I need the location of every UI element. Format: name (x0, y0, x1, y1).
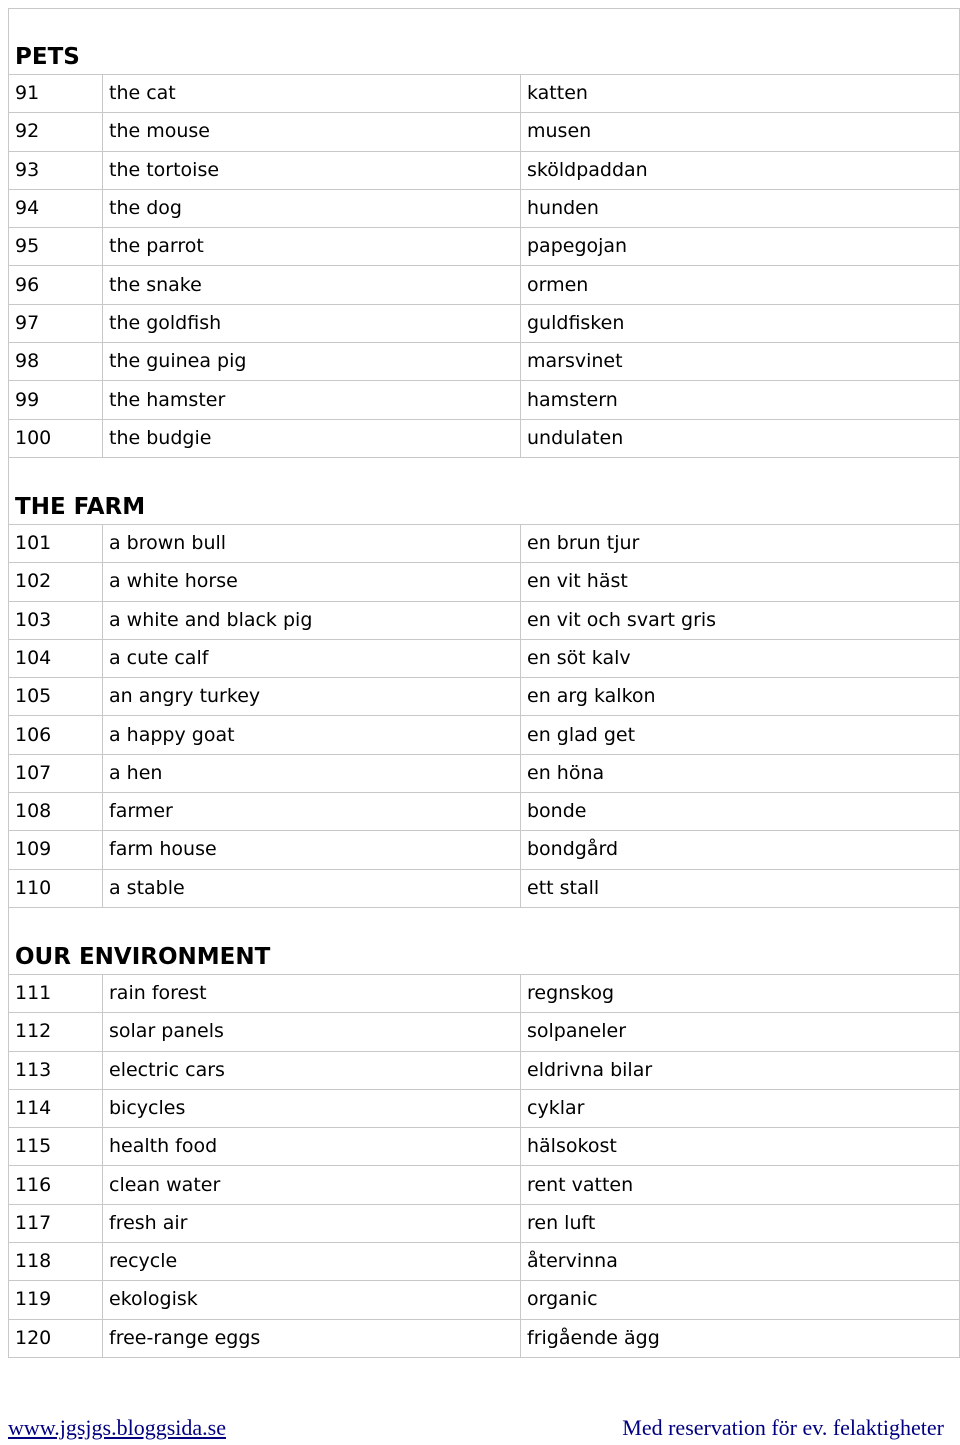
swedish-term: sköldpaddan (521, 151, 960, 189)
english-term: a white horse (103, 563, 521, 601)
swedish-term: en höna (521, 754, 960, 792)
english-term: the tortoise (103, 151, 521, 189)
item-number: 114 (9, 1089, 103, 1127)
table-row (9, 754, 960, 792)
english-term: the parrot (103, 228, 521, 266)
table-row (9, 113, 960, 151)
english-term: a hen (103, 754, 521, 792)
table-row (9, 419, 960, 457)
swedish-term: ormen (521, 266, 960, 304)
item-number: 101 (9, 524, 103, 562)
english-term: a happy goat (103, 716, 521, 754)
item-number: 97 (9, 304, 103, 342)
swedish-term: organic (521, 1281, 960, 1319)
english-term: the dog (103, 189, 521, 227)
item-number: 100 (9, 419, 103, 457)
english-term: bicycles (103, 1089, 521, 1127)
english-term: recycle (103, 1243, 521, 1281)
swedish-term: ren luft (521, 1204, 960, 1242)
swedish-term: en arg kalkon (521, 678, 960, 716)
english-term: fresh air (103, 1204, 521, 1242)
swedish-term: undulaten (521, 419, 960, 457)
swedish-term: återvinna (521, 1243, 960, 1281)
item-number: 109 (9, 831, 103, 869)
footer-link[interactable]: www.jgsjgs.bloggsida.se (8, 1415, 226, 1440)
swedish-term: hunden (521, 189, 960, 227)
item-number: 117 (9, 1204, 103, 1242)
item-number: 113 (9, 1051, 103, 1089)
table-row (9, 189, 960, 227)
section-title: THE FARM (9, 457, 960, 524)
swedish-term: cyklar (521, 1089, 960, 1127)
table-row (9, 639, 960, 677)
table-row (9, 75, 960, 113)
item-number: 102 (9, 563, 103, 601)
table-row (9, 831, 960, 869)
english-term: the goldfish (103, 304, 521, 342)
table-row (9, 304, 960, 342)
table-row (9, 228, 960, 266)
swedish-term: bonde (521, 793, 960, 831)
english-term: ekologisk (103, 1281, 521, 1319)
english-term: the hamster (103, 381, 521, 419)
item-number: 103 (9, 601, 103, 639)
english-term: the snake (103, 266, 521, 304)
table-row (9, 1051, 960, 1089)
table-row (9, 601, 960, 639)
item-number: 104 (9, 639, 103, 677)
english-term: a stable (103, 869, 521, 907)
english-term: clean water (103, 1166, 521, 1204)
item-number: 120 (9, 1319, 103, 1357)
english-term: solar panels (103, 1013, 521, 1051)
swedish-term: bondgård (521, 831, 960, 869)
item-number: 110 (9, 869, 103, 907)
english-term: the cat (103, 75, 521, 113)
english-term: farmer (103, 793, 521, 831)
table-row (9, 1089, 960, 1127)
section-title: OUR ENVIRONMENT (9, 907, 960, 974)
english-term: health food (103, 1128, 521, 1166)
swedish-term: guldfisken (521, 304, 960, 342)
english-term: an angry turkey (103, 678, 521, 716)
swedish-term: rent vatten (521, 1166, 960, 1204)
english-term: electric cars (103, 1051, 521, 1089)
swedish-term: ett stall (521, 869, 960, 907)
table-row (9, 343, 960, 381)
swedish-term: en brun tjur (521, 524, 960, 562)
swedish-term: hälsokost (521, 1128, 960, 1166)
item-number: 119 (9, 1281, 103, 1319)
english-term: a white and black pig (103, 601, 521, 639)
english-term: the budgie (103, 419, 521, 457)
table-row (9, 266, 960, 304)
item-number: 111 (9, 974, 103, 1012)
item-number: 105 (9, 678, 103, 716)
item-number: 98 (9, 343, 103, 381)
english-term: farm house (103, 831, 521, 869)
item-number: 91 (9, 75, 103, 113)
table-row (9, 974, 960, 1012)
swedish-term: frigående ägg (521, 1319, 960, 1357)
english-term: a brown bull (103, 524, 521, 562)
footer-disclaimer: Med reservation för ev. felaktigheter (622, 1415, 944, 1440)
table-row (9, 1319, 960, 1357)
item-number: 93 (9, 151, 103, 189)
table-row (9, 678, 960, 716)
swedish-term: marsvinet (521, 343, 960, 381)
item-number: 108 (9, 793, 103, 831)
item-number: 96 (9, 266, 103, 304)
item-number: 116 (9, 1166, 103, 1204)
section-header-row (9, 907, 960, 974)
table-row (9, 869, 960, 907)
swedish-term: katten (521, 75, 960, 113)
swedish-term: musen (521, 113, 960, 151)
english-term: rain forest (103, 974, 521, 1012)
swedish-term: en vit häst (521, 563, 960, 601)
item-number: 94 (9, 189, 103, 227)
section-header-row (9, 9, 960, 75)
table-row (9, 1166, 960, 1204)
item-number: 95 (9, 228, 103, 266)
item-number: 112 (9, 1013, 103, 1051)
english-term: the mouse (103, 113, 521, 151)
swedish-term: en glad get (521, 716, 960, 754)
table-row (9, 716, 960, 754)
table-row (9, 1013, 960, 1051)
item-number: 106 (9, 716, 103, 754)
table-row (9, 1128, 960, 1166)
section-header-row (9, 457, 960, 524)
table-row (9, 793, 960, 831)
english-term: a cute calf (103, 639, 521, 677)
table-row (9, 381, 960, 419)
item-number: 99 (9, 381, 103, 419)
table-row (9, 1204, 960, 1242)
swedish-term: hamstern (521, 381, 960, 419)
swedish-term: en vit och svart gris (521, 601, 960, 639)
english-term: free-range eggs (103, 1319, 521, 1357)
item-number: 118 (9, 1243, 103, 1281)
section-title: PETS (9, 9, 960, 75)
table-row (9, 1281, 960, 1319)
item-number: 115 (9, 1128, 103, 1166)
swedish-term: regnskog (521, 974, 960, 1012)
item-number: 107 (9, 754, 103, 792)
swedish-term: solpaneler (521, 1013, 960, 1051)
table-row (9, 151, 960, 189)
table-row (9, 563, 960, 601)
swedish-term: en söt kalv (521, 639, 960, 677)
table-row (9, 1243, 960, 1281)
item-number: 92 (9, 113, 103, 151)
swedish-term: papegojan (521, 228, 960, 266)
vocabulary-table (8, 8, 960, 1358)
english-term: the guinea pig (103, 343, 521, 381)
swedish-term: eldrivna bilar (521, 1051, 960, 1089)
table-row (9, 524, 960, 562)
